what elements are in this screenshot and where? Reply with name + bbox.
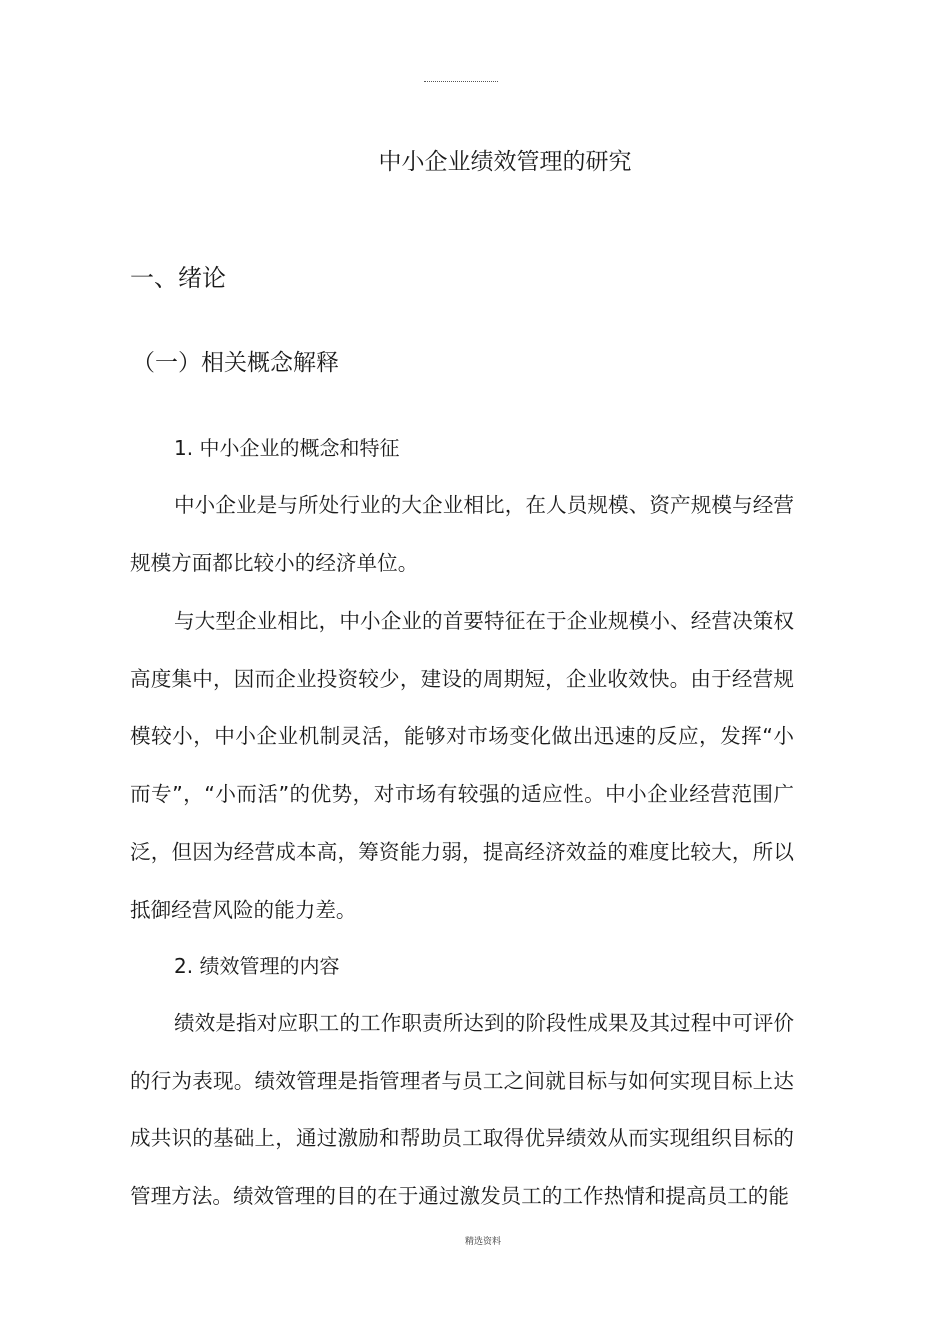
page-footer: 精选资料 [464, 1237, 501, 1247]
topic-heading-1: 1. 中小企业的概念和特征 [174, 436, 400, 460]
document-title: 中小企业绩效管理的研究 [378, 149, 632, 175]
paragraph: 绩效是指对应职工的工作职责所达到的阶段性成果及其过程中可评价的行为表现。绩效管理是指管理者与员工之间就目标与如何实现目标上达成共识的基础上，通过激励和帮助员工取得优异绩效从而实现组织目标的管理方法。绩效管理的目的在于通过激发员工的工作热情和提高员工的能 [130, 1011, 794, 1209]
section-heading: 一、绪论 [130, 264, 226, 292]
header-rule [424, 81, 498, 82]
topic-heading-2: 2. 绩效管理的内容 [174, 954, 340, 978]
subsection-heading: （一）相关概念解释 [132, 350, 339, 376]
paragraph: 与大型企业相比，中小企业的首要特征在于企业规模小、经营决策权高度集中，因而企业投资较少，建设的周期短，企业收效快。由于经营规模较小，中小企业机制灵活，能够对市场变化做出迅速的反应，发挥“小而专”，“小而活”的优势，对市场有较强的适应性。中小企业经营范围广泛，但因为经营成本高，筹资能力弱，提高经济效益的难度比较大，所以抵御经营风险的能力差。 [130, 609, 794, 922]
paragraph: 中小企业是与所处行业的大企业相比，在人员规模、资产规模与经营规模方面都比较小的经济单位。 [130, 493, 794, 575]
